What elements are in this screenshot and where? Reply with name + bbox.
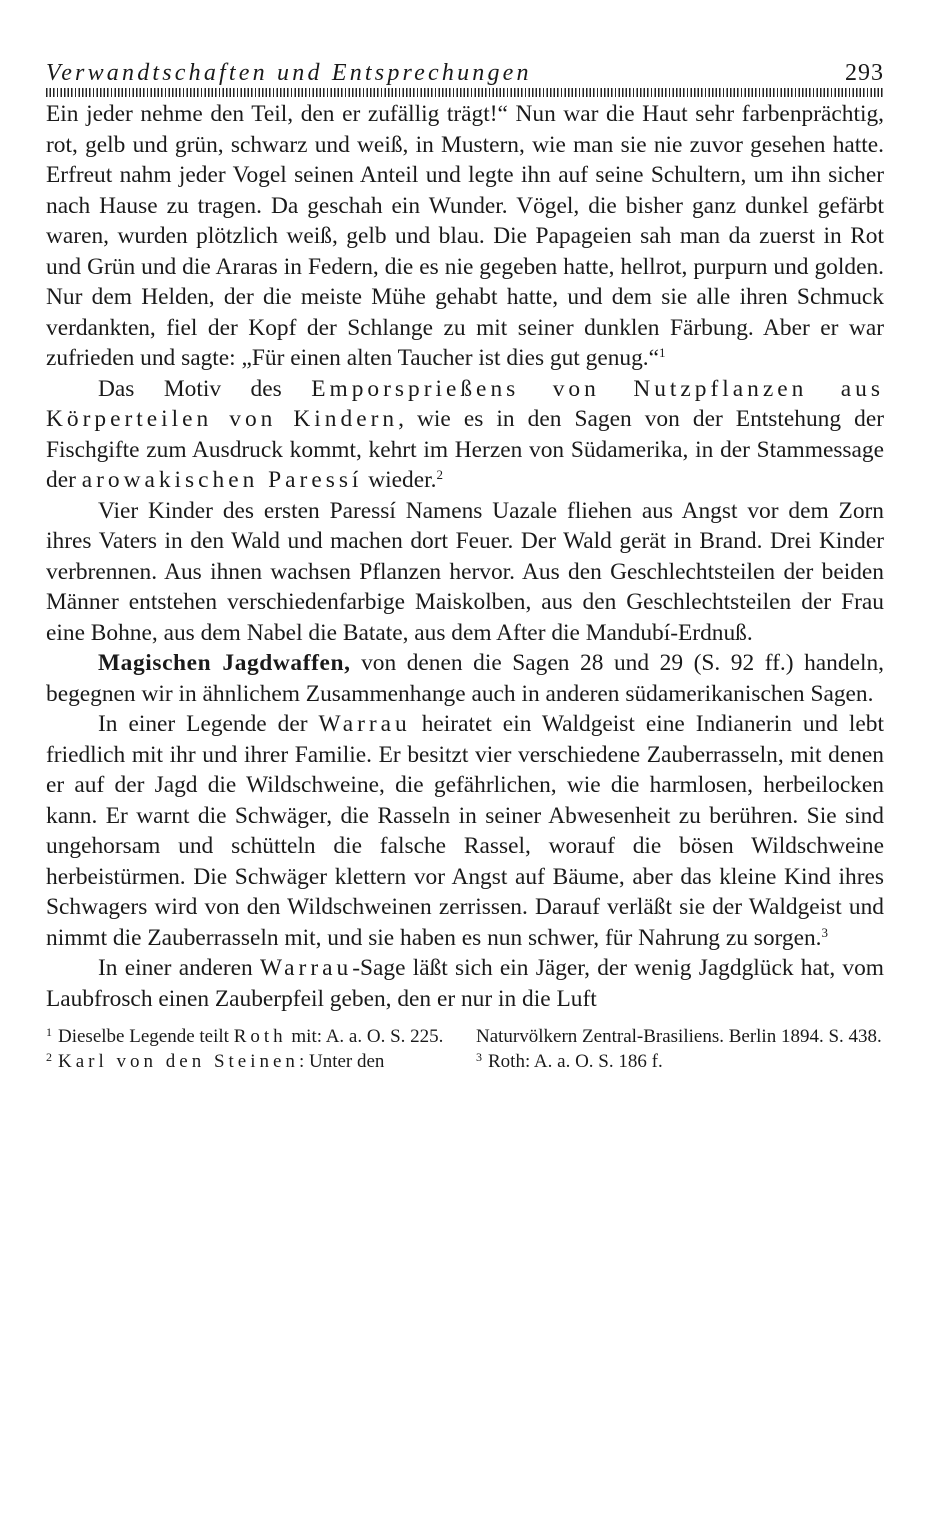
emphasis: Emporsprießens von Nutzpflanzen aus Körperteilen von Kindern bbox=[46, 375, 884, 432]
book-page bbox=[46, 56, 884, 1074]
paragraph: Vier Kinder des ersten Paressí Namens Uazale fliehen aus Angst vor dem Zorn ihres Vaters in den Wald und machen dort Feuer. Der Wald gerät in Brand. Drei Kinder verbrennen. Aus ihnen wachsen Pflanzen hervor. Aus den Geschlechtsteilen der beiden Männer entstehen verschiedenfarbige Maiskolben, aus den Geschlechtsteilen der Frau eine Bohne, aus dem Nabel die Batate, aus dem After die Mandubí-Erdnuß. bbox=[46, 497, 884, 646]
section-heading: Magischen Jagdwaffen, bbox=[98, 650, 351, 676]
paragraph: Ein jeder nehme den Teil, den er zufällig trägt!“ Nun war die Haut sehr farbenprächtig, rot, gelb und grün, schwarz und weiß, in Mustern, wie man sie nie zuvor gesehen hatte. Erfreut nahm jeder Vogel seinen Anteil und legte ihn auf seine Schultern, um ihn sicher nach Hause zu tragen. Da geschah ein Wunder. Vögel, die bisher ganz dunkel gefärbt waren, wurden plötzlich weiß, gelb und blau. Die Papageien sah man da zuerst in Rot und Grün und die Araras in Federn, die es nie gegeben hatte, hellrot, purpurn und golden. Nur dem Helden, der die meiste Mühe gehabt hatte, und dem sie alle ihren Schmuck verdankten, fiel der Kopf der Schlange zu mit seiner dunklen Färbung. Aber er war zufrieden und sagte: „Für einen alten Taucher ist dies gut genug.“$^1$ bbox=[46, 101, 884, 371]
footnote-ref: 3 bbox=[821, 924, 829, 940]
body-text bbox=[46, 99, 884, 1014]
paragraph: In einer Legende der Warrau heiratet ein Waldgeist eine Indianerin und lebt friedlich mit ihr und ihrer Familie. Er besitzt vier verschiedene Zauberrasseln, mit denen er auf der Jagd die Wildschweine, die gefährlichen, wie die harmlosen, herbeilocken kann. Er warnt die Schwäger, die Rasseln in seiner Abwesenheit zu berühren. Sie sind ungehorsam und schütteln die falsche Rassel, worauf die bösen Wildschweine herbeistürmen. Die Schwäger klettern vor Angst auf Bäume, aber das kleine Kind ihres Schwagers wird von den Wildschweinen zerrissen. Darauf verläßt sie der Waldgeist und nimmt die Zauberrasseln mit, und sie haben es nun schwer, für Nahrung zu sorgen.$^3$ bbox=[46, 711, 884, 951]
footnote-1: $^1$ Dieselbe Legende teilt Roth mit: A. a. O. S. 225. bbox=[46, 1025, 444, 1047]
page-number: 293 bbox=[845, 59, 884, 86]
footnote-column-right bbox=[476, 1024, 884, 1074]
running-title: Verwandtschaften und Entsprechungen bbox=[46, 59, 532, 86]
emphasis: Warrau bbox=[318, 711, 411, 737]
footnote-ref: 1 bbox=[659, 345, 666, 360]
footnote-2-continued: Naturvölkern Zentral-Brasiliens. Berlin 1894. S. 438. bbox=[476, 1026, 882, 1047]
header-rule bbox=[46, 88, 884, 97]
paragraph: Magischen Jagdwaffen, von denen die Sagen 28 und 29 (S. 92 ff.) handeln, begegnen wir in ähnlichem Zusammenhange auch in anderen südamerikanischen Sagen. bbox=[46, 650, 884, 707]
footnote-ref: 2 bbox=[436, 467, 443, 482]
footnote-3: $^3$ Roth: A. a. O. S. 186 f. bbox=[476, 1050, 663, 1072]
footnotes bbox=[46, 1024, 884, 1074]
emphasis: arowakischen Paressí bbox=[81, 467, 363, 493]
footnote-column-left bbox=[46, 1024, 454, 1074]
page-header bbox=[46, 56, 884, 88]
paragraph: Das Motiv des Emporsprießens von Nutzpflanzen aus Körperteilen von Kindern, wie es in den Sagen von der Entstehung der Fischgifte zum Ausdruck kommt, kehrt im Herzen von Südamerika, in der Stammessage der arowakischen Paressí wieder.$^2$ bbox=[46, 375, 884, 493]
paragraph: In einer anderen Warrau-Sage läßt sich ein Jäger, der wenig Jagdglück hat, vom Laubfrosch einen Zauberpfeil geben, den er nur in die Luft bbox=[46, 955, 885, 1012]
footnote-2: $^2$ Karl von den Steinen: Unter den bbox=[46, 1050, 385, 1072]
emphasis: Warrau bbox=[259, 955, 353, 981]
